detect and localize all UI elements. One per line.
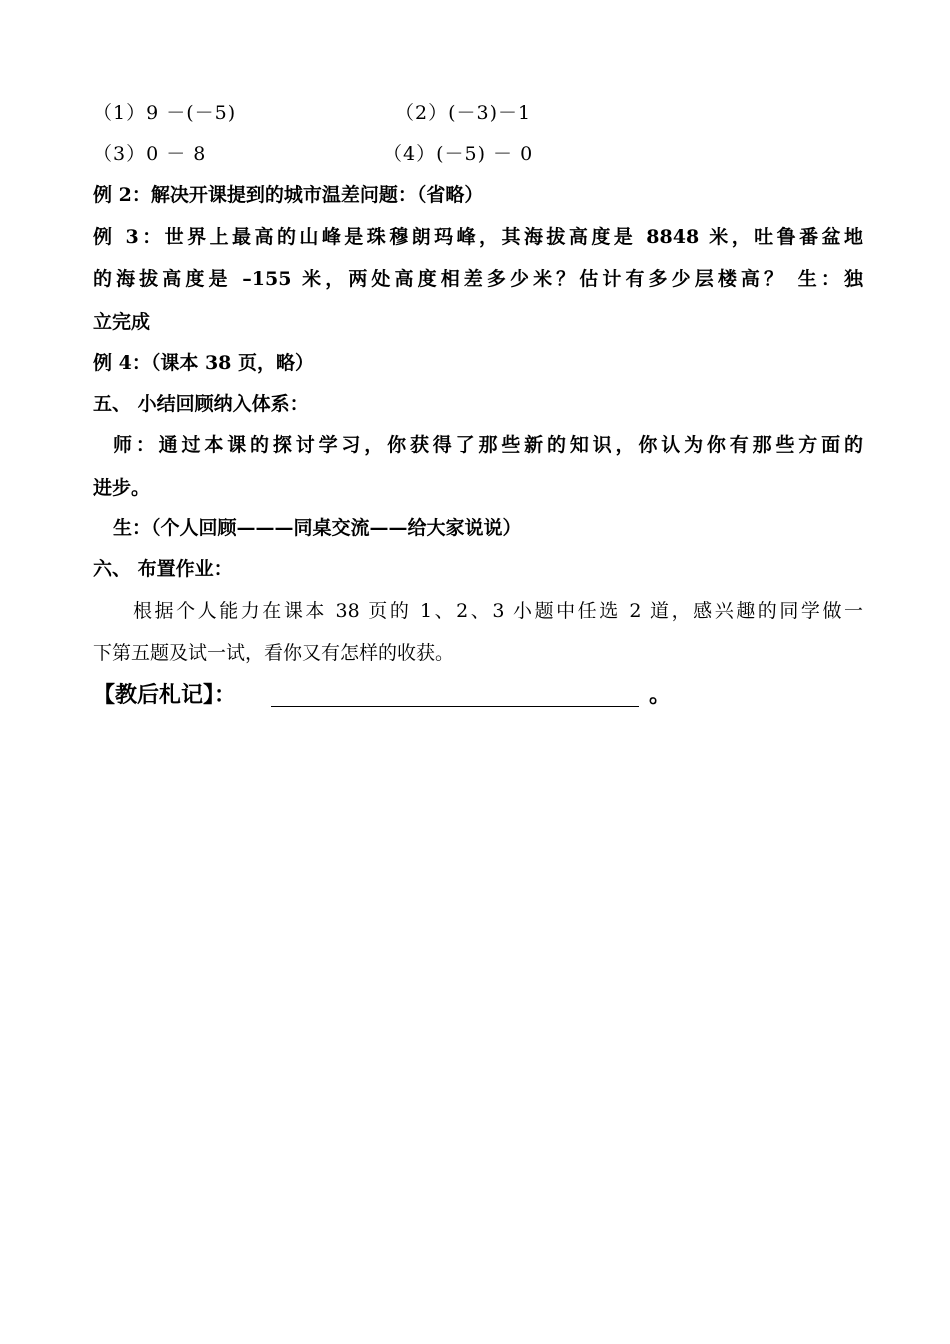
homework-line-2: 下第五题及试一试，看你又有怎样的收获。 bbox=[93, 642, 455, 664]
exercise-item-4: （4）(－5) － 0 bbox=[383, 143, 534, 165]
teacher-text-line-2: 进步。 bbox=[93, 477, 151, 499]
example-2: 例 2：解决开课提到的城市温差问题：（省略） bbox=[93, 184, 484, 206]
example-4: 例 4：（课本 38 页，略） bbox=[93, 352, 315, 374]
section-6-heading: 六、 布置作业： bbox=[93, 558, 233, 580]
example-3-line-2: 的海拔高度是 –155 米，两处高度相差多少米？估计有多少层楼高？ 生：独 bbox=[93, 268, 863, 290]
homework-line-1: 根据个人能力在课本 38 页的 1、2、3 小题中任选 2 道，感兴趣的同学做一 bbox=[133, 600, 863, 622]
exercise-item-2: （2）(－3)－1 bbox=[395, 102, 532, 124]
exercise-item-1: （1）9 －(－5) bbox=[93, 102, 237, 124]
example-3-line-3: 立完成 bbox=[93, 311, 151, 333]
student-text: 生：（个人回顾———同桌交流——给大家说说） bbox=[113, 517, 522, 539]
teaching-notes-label: 【教后札记】： bbox=[93, 682, 237, 708]
teaching-notes-row bbox=[93, 680, 693, 710]
example-3-line-1: 例 3：世界上最高的山峰是珠穆朗玛峰，其海拔高度是 8848 米，吐鲁番盆地 bbox=[93, 226, 863, 248]
teacher-text-line-1: 师：通过本课的探讨学习，你获得了那些新的知识，你认为你有那些方面的 bbox=[113, 434, 863, 456]
teaching-notes-blank-line bbox=[271, 706, 639, 707]
exercise-item-3: （3）0 － 8 bbox=[93, 143, 207, 165]
teaching-notes-end-mark: 。 bbox=[649, 682, 672, 708]
section-5-heading: 五、 小结回顾纳入体系： bbox=[93, 393, 309, 415]
